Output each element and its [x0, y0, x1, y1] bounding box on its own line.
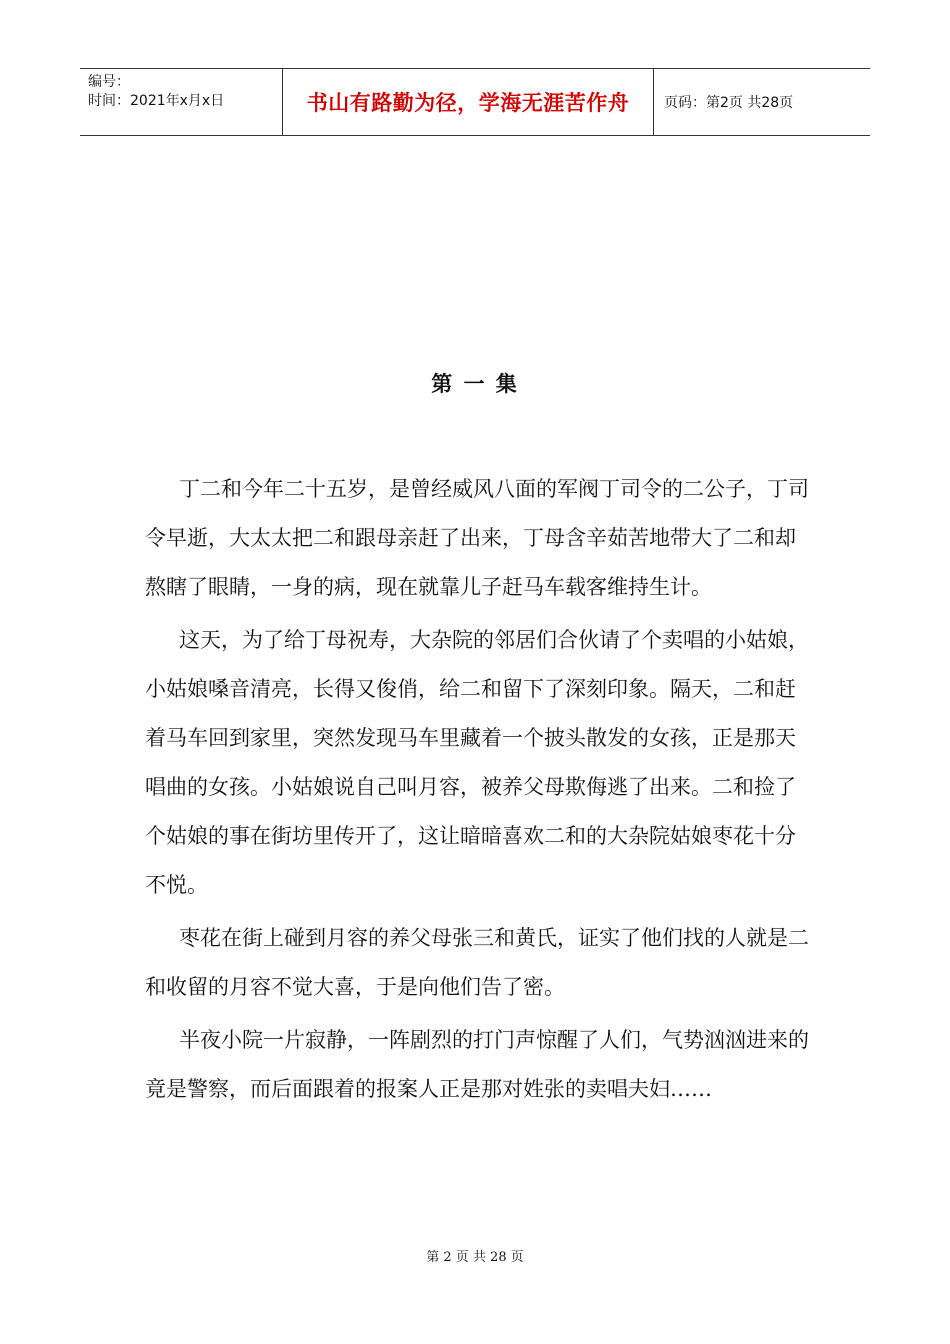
- page-header: [80, 68, 870, 136]
- header-meta: [80, 69, 282, 135]
- paragraph: 这天，为了给丁母祝寿，大杂院的邻居们合伙请了个卖唱的小姑娘，小姑娘嗓音清亮，长得又俊俏，给二和留下了深刻印象。隔天，二和赶着马车回到家里，突然发现马车里藏着一个披头散发的女孩，正是那天唱曲的女孩。小姑娘说自己叫月容，被养父母欺侮逃了出来。二和捡了个姑娘的事在街坊里传开了，这让暗暗喜欢二和的大杂院姑娘枣花十分不悦。: [145, 628, 809, 897]
- header-motto: 书山有路勤为径，学海无涯苦作舟: [306, 91, 630, 115]
- header-motto-cell: [282, 69, 654, 135]
- chapter-title: 第 一 集: [431, 371, 519, 396]
- body-text: [145, 465, 810, 1118]
- time-label: 时间：2021年x月x日: [88, 93, 225, 109]
- paragraph: 半夜小院一片寂静，一阵剧烈的打门声惊醒了人们，气势汹汹进来的竟是警察，而后面跟着的报案人正是那对姓张的卖唱夫妇……: [145, 1028, 809, 1101]
- paragraph: 枣花在街上碰到月容的养父母张三和黄氏，证实了他们找的人就是二和收留的月容不觉大喜，于是向他们告了密。: [145, 926, 809, 999]
- page-footer: 第 2 页 共 28 页: [426, 1250, 524, 1265]
- header-page-info: 页码：第2页 共28页: [664, 95, 794, 111]
- paragraph: 丁二和今年二十五岁，是曾经威风八面的军阀丁司令的二公子，丁司令早逝，大太太把二和跟母亲赶了出来，丁母含辛茹苦地带大了二和却熬瞎了眼睛，一身的病，现在就靠儿子赶马车载客维持生计。: [145, 477, 809, 599]
- number-label: 编号：: [88, 74, 130, 90]
